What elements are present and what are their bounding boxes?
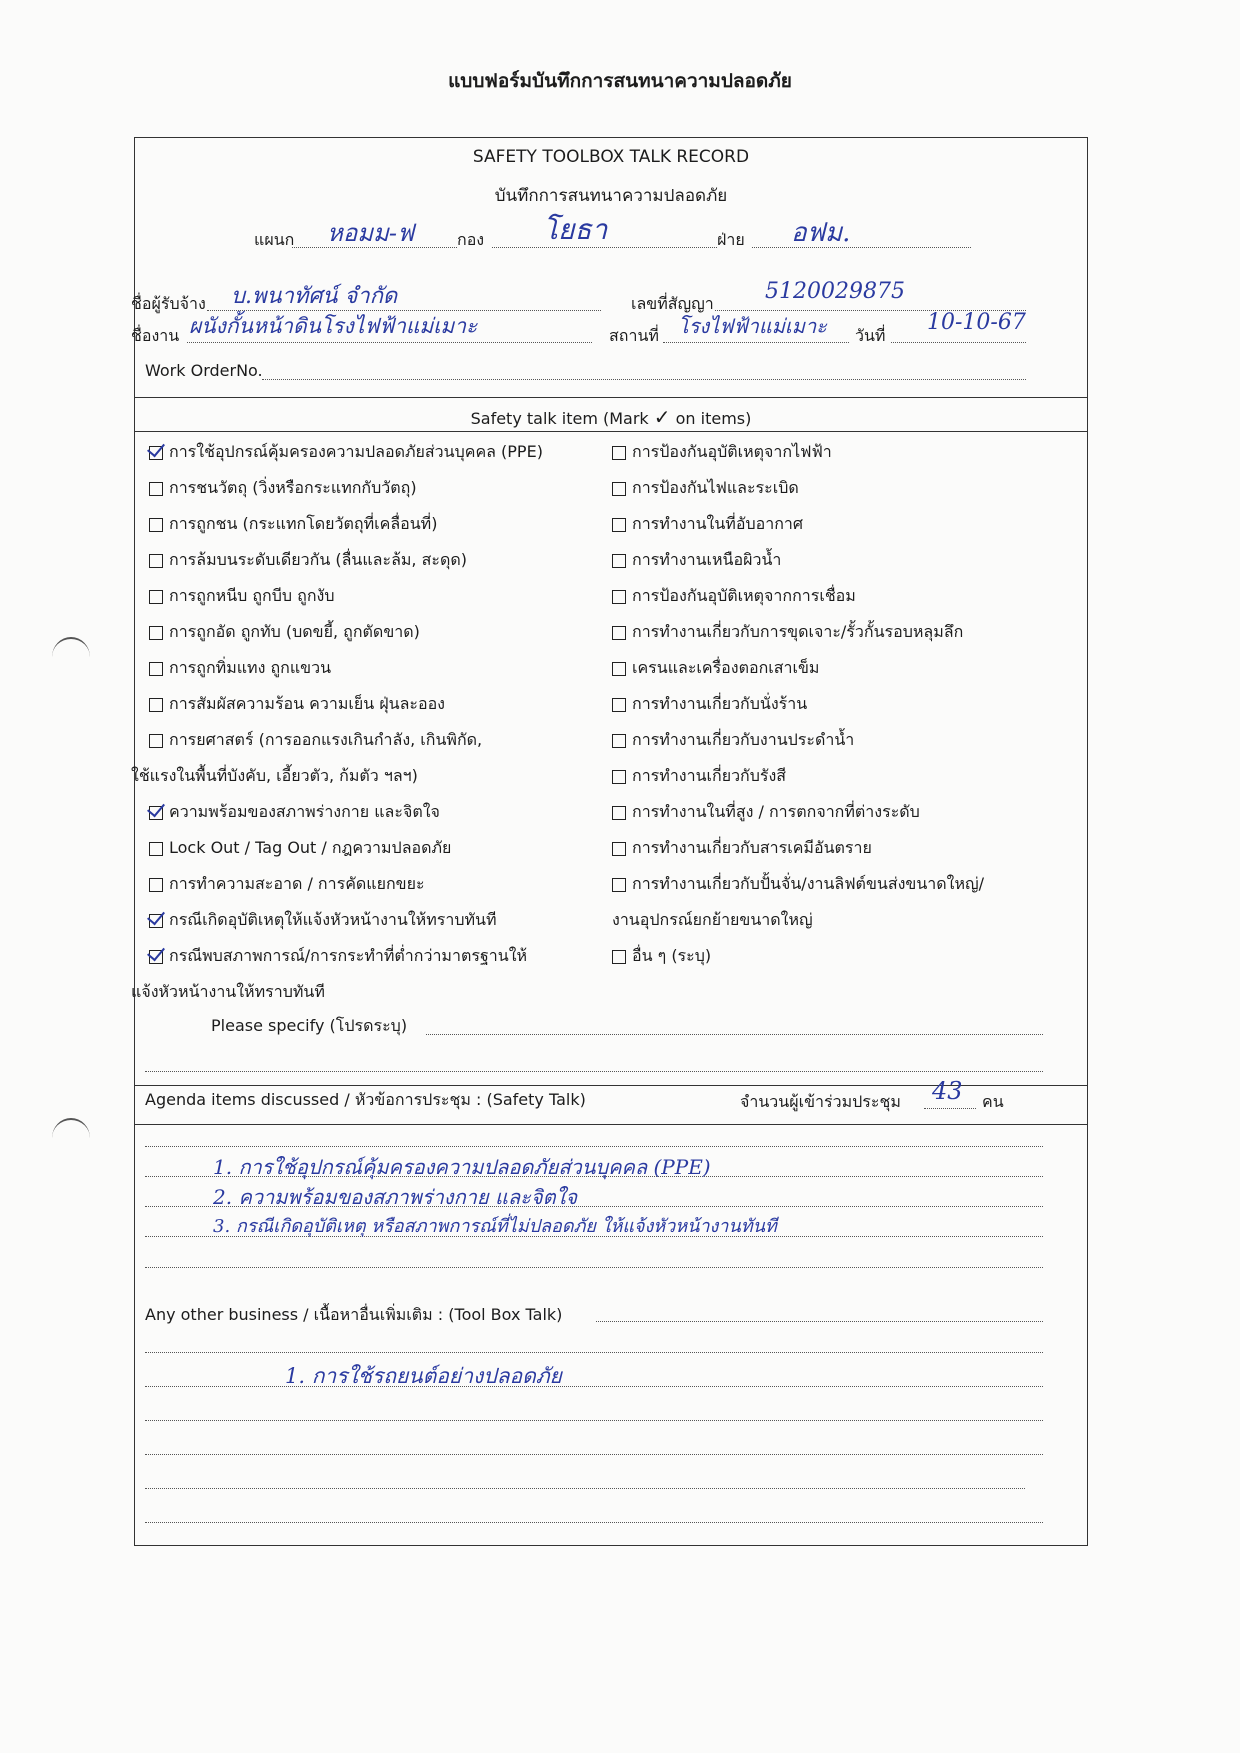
safety-talk-header (135, 405, 1087, 429)
talk-item-electrical[interactable] (612, 440, 832, 465)
talk-item-label: ความพร้อมของสภาพร่างกาย และจิตใจ (169, 802, 440, 821)
checkbox[interactable] (149, 482, 163, 496)
checkbox[interactable] (612, 446, 626, 460)
talk-item-over-water[interactable] (612, 548, 781, 573)
checkbox[interactable] (612, 878, 626, 892)
talk-item-puncture[interactable] (149, 656, 331, 681)
talk-item-ergonomics-cont: ใช้แรงในพื้นที่บังคับ, เอี้ยวตัว, ก้มตัว ฯลฯ) (131, 766, 418, 785)
talk-item-fitness[interactable] (149, 800, 440, 825)
talk-item-label: กรณีพบสภาพการณ์/การกระทำที่ต่ำกว่ามาตรฐานให้ (169, 946, 528, 965)
checkbox[interactable] (612, 950, 626, 964)
divider (135, 431, 1087, 432)
location-line (663, 342, 849, 343)
other-business-line (145, 1454, 1043, 1455)
talk-item-pinch[interactable] (149, 584, 334, 609)
talk-item-scaffold[interactable] (612, 692, 807, 717)
talk-item-label: การทำงานเหนือผิวน้ำ (632, 550, 782, 569)
agenda-line (145, 1267, 1043, 1268)
talk-item-chemical[interactable] (612, 836, 872, 861)
checkbox[interactable] (612, 806, 626, 820)
talk-item-label: การป้องกันอุบัติเหตุจากการเชื่อม (632, 586, 856, 605)
talk-item-crane[interactable] (612, 656, 819, 681)
divider (135, 1124, 1087, 1125)
talk-item-lifting[interactable] (612, 872, 984, 897)
talk-item-label: การยศาสตร์ (การออกแรงเกินกำลัง, เกินพิกัด, (169, 730, 483, 749)
talk-item-label: การทำความสะอาด / การคัดแยกขยะ (169, 874, 425, 893)
checkbox-checked[interactable] (149, 950, 163, 964)
talk-item-lockout[interactable] (149, 836, 451, 861)
talk-item-label: การถูกชน (กระแทกโดยวัตถุที่เคลื่อนที่) (169, 514, 438, 533)
check-mark-icon: ✓ (653, 405, 671, 429)
talk-item-crush[interactable] (149, 620, 420, 645)
checkbox[interactable] (612, 554, 626, 568)
location-value: โรงไฟฟ้าแม่เมาะ (678, 314, 827, 338)
talk-item-label: การชนวัตถุ (วิ่งหรือกระแทกกับวัตถุ) (169, 478, 417, 497)
section-value: อฟม. (791, 218, 851, 248)
job-label: ชื่องาน (131, 326, 180, 345)
talk-item-label: การสัมผัสความร้อน ความเย็น ฝุ่นละออง (169, 694, 445, 713)
department-label: แผนก (254, 230, 295, 249)
other-business-line (145, 1420, 1043, 1421)
talk-item-label: การป้องกันไฟและระเบิด (632, 478, 799, 497)
talk-item-label: การทำงานเกี่ยวกับรังสี (632, 766, 787, 785)
agenda-line (145, 1146, 1043, 1147)
attendees-unit: คน (982, 1092, 1004, 1111)
talk-item-label: การทำงานเกี่ยวกับปั้นจั่น/งานลิฟต์ขนส่งขนาดใหญ่/ (632, 874, 985, 893)
talk-item-struck-by[interactable] (149, 512, 437, 537)
other-business-item: 1. การใช้รถยนต์อย่างปลอดภัย (285, 1364, 562, 1388)
talk-item-heat-cold-dust[interactable] (149, 692, 445, 717)
work-order-line (262, 379, 1026, 380)
agenda-item: 2. ความพร้อมของสภาพร่างกาย และจิตใจ (213, 1185, 578, 1209)
other-business-label: Any other business / เนื้อหาอื่นเพิ่มเติม : (Tool Box Talk) (145, 1305, 563, 1324)
talk-item-label: การใช้อุปกรณ์คุ้มครองความปลอดภัยส่วนบุคคล (PPE) (169, 442, 543, 461)
talk-item-radiation[interactable] (612, 764, 786, 789)
checkbox[interactable] (149, 590, 163, 604)
talk-item-height[interactable] (612, 800, 920, 825)
talk-item-other[interactable] (612, 944, 711, 969)
talk-item-lifting-cont: งานอุปกรณ์ยกย้ายขนาดใหญ่ (612, 910, 813, 929)
talk-item-label: การถูกหนีบ ถูกบีบ ถูกงับ (169, 586, 335, 605)
other-business-line (145, 1352, 1043, 1353)
talk-item-slip-fall[interactable] (149, 548, 467, 573)
checkbox-checked[interactable] (149, 806, 163, 820)
specify-line (145, 1071, 1043, 1072)
punch-hole-mark (52, 1118, 90, 1158)
talk-item-label: การทำงานเกี่ยวกับสารเคมีอันตราย (632, 838, 872, 857)
divider (135, 397, 1087, 398)
job-value: ผนังกั้นหน้าดินโรงไฟฟ้าแม่เมาะ (189, 314, 478, 338)
checkbox[interactable] (149, 626, 163, 640)
checkbox[interactable] (612, 482, 626, 496)
talk-item-label: กรณีเกิดอุบัติเหตุให้แจ้งหัวหน้างานให้ทราบทันที (169, 910, 497, 929)
checkbox[interactable] (149, 518, 163, 532)
talk-item-label: อื่น ๆ (ระบุ) (632, 946, 712, 965)
checkbox[interactable] (612, 770, 626, 784)
talk-item-label: การทำงานเกี่ยวกับงานประดำน้ำ (632, 730, 855, 749)
date-label: วันที่ (855, 326, 886, 345)
contract-no-label: เลขที่สัญญา (631, 294, 714, 313)
checkbox[interactable] (149, 698, 163, 712)
talk-item-unsafe-condition-cont: แจ้งหัวหน้างานให้ทราบทันที (131, 982, 325, 1001)
other-business-line (145, 1522, 1043, 1523)
specify-line (426, 1034, 1043, 1035)
checkbox[interactable] (612, 734, 626, 748)
checkbox[interactable] (612, 518, 626, 532)
checkbox[interactable] (149, 734, 163, 748)
section-label: ฝ่าย (717, 230, 745, 249)
attendees-value: 43 (932, 1077, 963, 1105)
punch-hole-mark (52, 637, 90, 677)
other-business-line (145, 1488, 1025, 1489)
talk-item-struck-against[interactable] (149, 476, 417, 501)
document-title: แบบฟอร์มบันทึกการสนทนาความปลอดภัย (448, 70, 792, 92)
other-business-line (145, 1386, 1043, 1387)
checkbox[interactable] (612, 590, 626, 604)
please-specify-label: Please specify (โปรดระบุ) (211, 1016, 408, 1035)
checkbox[interactable] (612, 698, 626, 712)
division-value: โยธา (543, 213, 608, 246)
section-line (752, 247, 971, 248)
checkbox[interactable] (149, 554, 163, 568)
talk-item-excavation[interactable] (612, 620, 963, 645)
checkbox[interactable] (149, 878, 163, 892)
talk-item-ergonomics[interactable] (149, 728, 482, 753)
checkbox[interactable] (149, 842, 163, 856)
talk-item-label: การทำงานเกี่ยวกับนั่งร้าน (632, 694, 808, 713)
contractor-value: บ.พนาทัศน์ จำกัด (231, 284, 398, 309)
other-business-line (596, 1321, 1043, 1322)
talk-item-label: Lock Out / Tag Out / กฎความปลอดภัย (169, 838, 452, 857)
talk-item-label: การถูกอัด ถูกทับ (บดขยี้, ถูกตัดขาด) (169, 622, 420, 641)
talk-header-after: on items) (675, 409, 752, 428)
location-label: สถานที่ (609, 326, 659, 345)
talk-item-diving[interactable] (612, 728, 854, 753)
form-frame (131, 137, 1088, 1546)
talk-header-before: Safety talk item (Mark (470, 409, 649, 428)
talk-item-ppe[interactable] (149, 440, 543, 465)
talk-item-unsafe-condition[interactable] (149, 944, 527, 969)
talk-item-label: การทำงานเกี่ยวกับการขุดเจาะ/รั้วกั้นรอบหลุมลึก (632, 622, 964, 641)
checkbox[interactable] (612, 662, 626, 676)
attendees-label: จำนวนผู้เข้าร่วมประชุม (740, 1092, 901, 1111)
division-label: กอง (457, 230, 485, 249)
agenda-item: 3. กรณีเกิดอุบัติเหตุ หรือสภาพการณ์ที่ไม่ปลอดภัย ให้แจ้งหัวหน้างานทันที (213, 1216, 777, 1237)
talk-item-cleaning[interactable] (149, 872, 425, 897)
checkbox[interactable] (612, 626, 626, 640)
contract-no-value: 5120029875 (765, 279, 905, 304)
checkbox-checked[interactable] (149, 446, 163, 460)
agenda-label: Agenda items discussed / หัวข้อการประชุม : (Safety Talk) (145, 1090, 586, 1109)
talk-item-welding[interactable] (612, 584, 856, 609)
date-value: 10-10-67 (927, 310, 1026, 335)
talk-item-accident-report[interactable] (149, 908, 497, 933)
department-value: หอมม-ฟ (327, 219, 414, 247)
date-line (891, 342, 1026, 343)
attendees-line (924, 1108, 976, 1109)
work-order-label: Work OrderNo. (145, 361, 263, 380)
agenda-item: 1. การใช้อุปกรณ์คุ้มครองความปลอดภัยส่วนบุคคล (PPE) (213, 1155, 711, 1179)
form-title-th: บันทึกการสนทนาความปลอดภัย (494, 186, 728, 206)
form-title-en: SAFETY TOOLBOX TALK RECORD (472, 147, 750, 167)
talk-item-label: การล้มบนระดับเดียวกัน (ลื่นและล้ม, สะดุด) (169, 550, 467, 569)
checkbox[interactable] (149, 662, 163, 676)
talk-item-label: เครนและเครื่องตอกเสาเข็ม (632, 658, 820, 677)
talk-item-confined-space[interactable] (612, 512, 803, 537)
talk-item-label: การทำงานในที่สูง / การตกจากที่ต่างระดับ (632, 802, 920, 821)
talk-item-label: การทำงานในที่อับอากาศ (632, 514, 804, 533)
talk-item-fire[interactable] (612, 476, 799, 501)
checkbox[interactable] (612, 842, 626, 856)
checkbox-checked[interactable] (149, 914, 163, 928)
contractor-label: ชื่อผู้รับจ้าง (131, 294, 206, 313)
talk-item-label: การถูกทิ่มแทง ถูกแขวน (169, 658, 332, 677)
talk-item-label: การป้องกันอุบัติเหตุจากไฟฟ้า (632, 442, 832, 461)
